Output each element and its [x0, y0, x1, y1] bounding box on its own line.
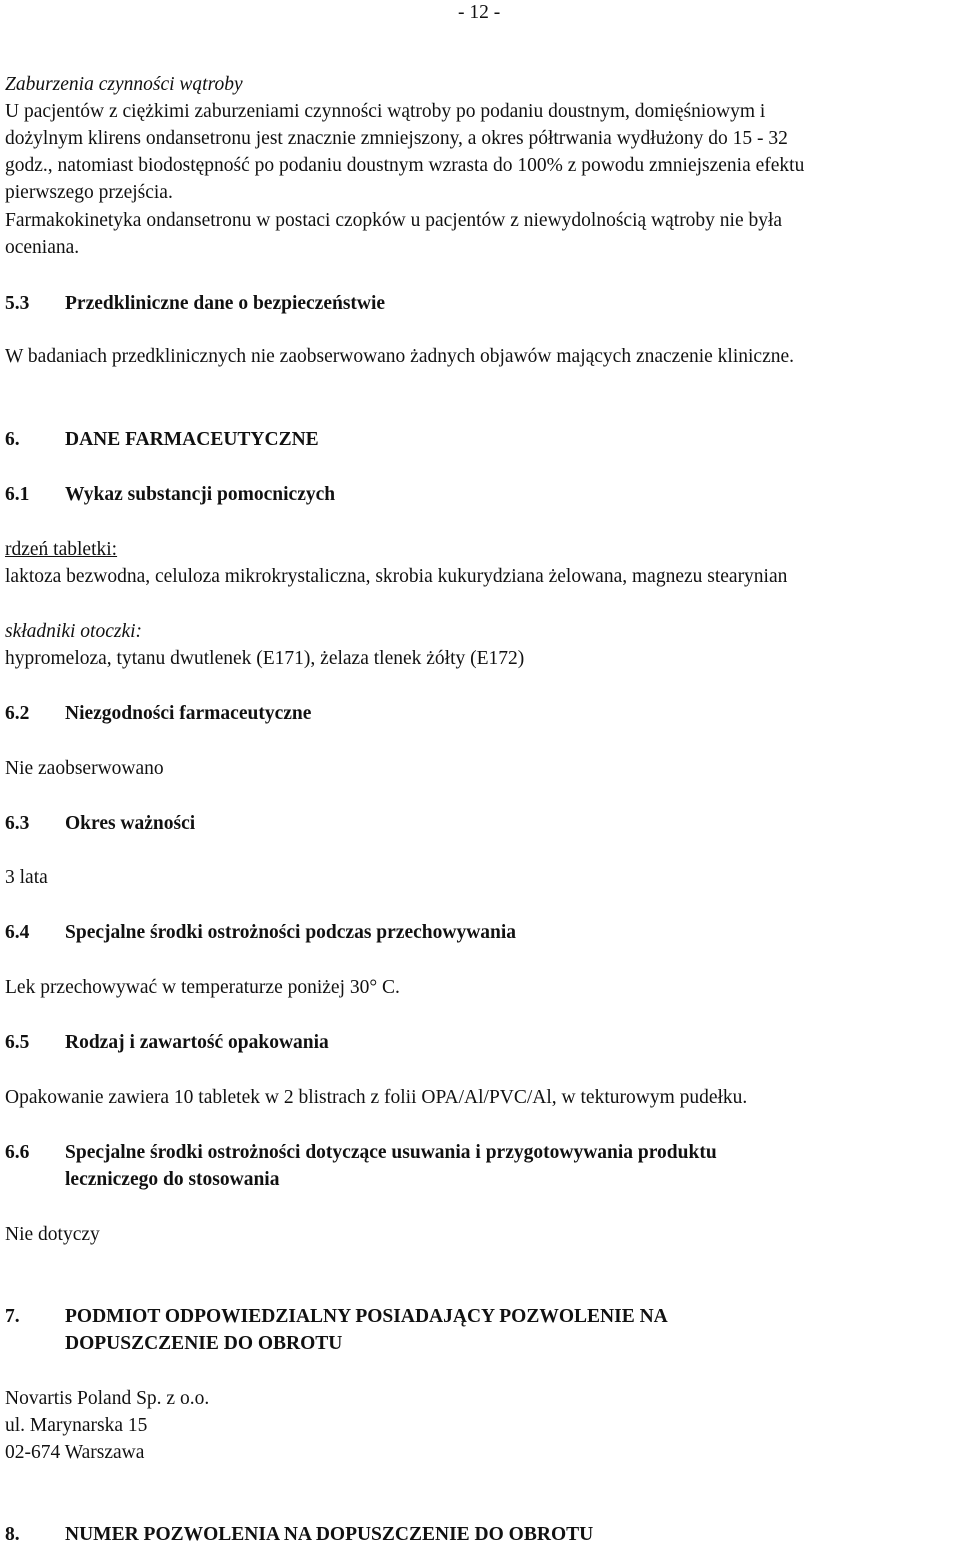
section-7-number: 7.	[5, 1306, 20, 1327]
hepatic-line: Farmakokinetyka ondansetronu w postaci czopków u pacjentów z niewydolnością wątroby nie była	[5, 210, 783, 231]
coating-excipients: hypromeloza, tytanu dwutlenek (E171), żelaza tlenek żółty (E172)	[5, 648, 525, 669]
section-6-6-text: Nie dotyczy	[5, 1224, 100, 1245]
hepatic-line: godz., natomiast biodostępność po podaniu doustnym wzrasta do 100% z powodu zmniejszenia efektu	[5, 155, 805, 176]
section-6-2-heading: Niezgodności farmaceutyczne	[65, 703, 312, 724]
section-6-4-number: 6.4	[5, 922, 30, 943]
section-6-3-text: 3 lata	[5, 867, 48, 888]
section-7-heading-cont: DOPUSZCZENIE DO OBROTU	[65, 1333, 343, 1354]
section-6-1-heading: Wykaz substancji pomocniczych	[65, 484, 336, 505]
section-8-heading: NUMER POZWOLENIA NA DOPUSZCZENIE DO OBROTU	[65, 1524, 594, 1545]
section-6-3-number: 6.3	[5, 813, 30, 834]
section-7-heading: PODMIOT ODPOWIEDZIALNY POSIADAJĄCY POZWOLENIE NA	[65, 1306, 668, 1327]
tablet-core-label: rdzeń tabletki:	[5, 539, 118, 560]
section-6-6-number: 6.6	[5, 1142, 30, 1163]
section-6-1-number: 6.1	[5, 484, 30, 505]
section-6-2-text: Nie zaobserwowano	[5, 758, 164, 779]
section-6-3-heading: Okres ważności	[65, 813, 196, 834]
section-5-3-number: 5.3	[5, 293, 30, 314]
section-6-heading: DANE FARMACEUTYCZNE	[65, 429, 319, 450]
tablet-core-excipients: laktoza bezwodna, celuloza mikrokrystaliczna, skrobia kukurydziana żelowana, magnezu stearynian	[5, 566, 788, 587]
section-6-number: 6.	[5, 429, 20, 450]
address-line: Novartis Poland Sp. z o.o.	[5, 1388, 210, 1409]
section-6-6-heading-cont: leczniczego do stosowania	[65, 1169, 280, 1190]
hepatic-line: oceniana.	[5, 237, 80, 258]
section-6-6-heading: Specjalne środki ostrożności dotyczące usuwania i przygotowywania produktu	[65, 1142, 717, 1163]
section-6-5-heading: Rodzaj i zawartość opakowania	[65, 1032, 329, 1053]
address-line: 02-674 Warszawa	[5, 1442, 145, 1463]
page-number: - 12 -	[458, 2, 501, 23]
address-line: ul. Marynarska 15	[5, 1415, 148, 1436]
section-6-4-text: Lek przechowywać w temperaturze poniżej 30° C.	[5, 977, 400, 998]
hepatic-title: Zaburzenia czynności wątroby	[5, 74, 243, 95]
section-6-5-number: 6.5	[5, 1032, 30, 1053]
section-5-3-text: W badaniach przedklinicznych nie zaobserwowano żadnych objawów mających znaczenie kliniczne.	[5, 346, 795, 367]
hepatic-line: pierwszego przejścia.	[5, 182, 173, 203]
section-5-3-heading: Przedkliniczne dane o bezpieczeństwie	[65, 293, 386, 314]
coating-label: składniki otoczki:	[5, 621, 143, 642]
section-6-5-text: Opakowanie zawiera 10 tabletek w 2 blistrach z folii OPA/Al/PVC/Al, w tekturowym pudełku.	[5, 1087, 748, 1108]
hepatic-line: U pacjentów z ciężkimi zaburzeniami czynności wątroby po podaniu doustnym, domięśniowym i	[5, 101, 766, 122]
hepatic-line: dożylnym klirens ondansetronu jest znacznie zmniejszony, a okres półtrwania wydłużony do 15 - 32	[5, 128, 788, 149]
section-6-4-heading: Specjalne środki ostrożności podczas przechowywania	[65, 922, 517, 943]
section-6-2-number: 6.2	[5, 703, 30, 724]
section-8-number: 8.	[5, 1524, 20, 1545]
